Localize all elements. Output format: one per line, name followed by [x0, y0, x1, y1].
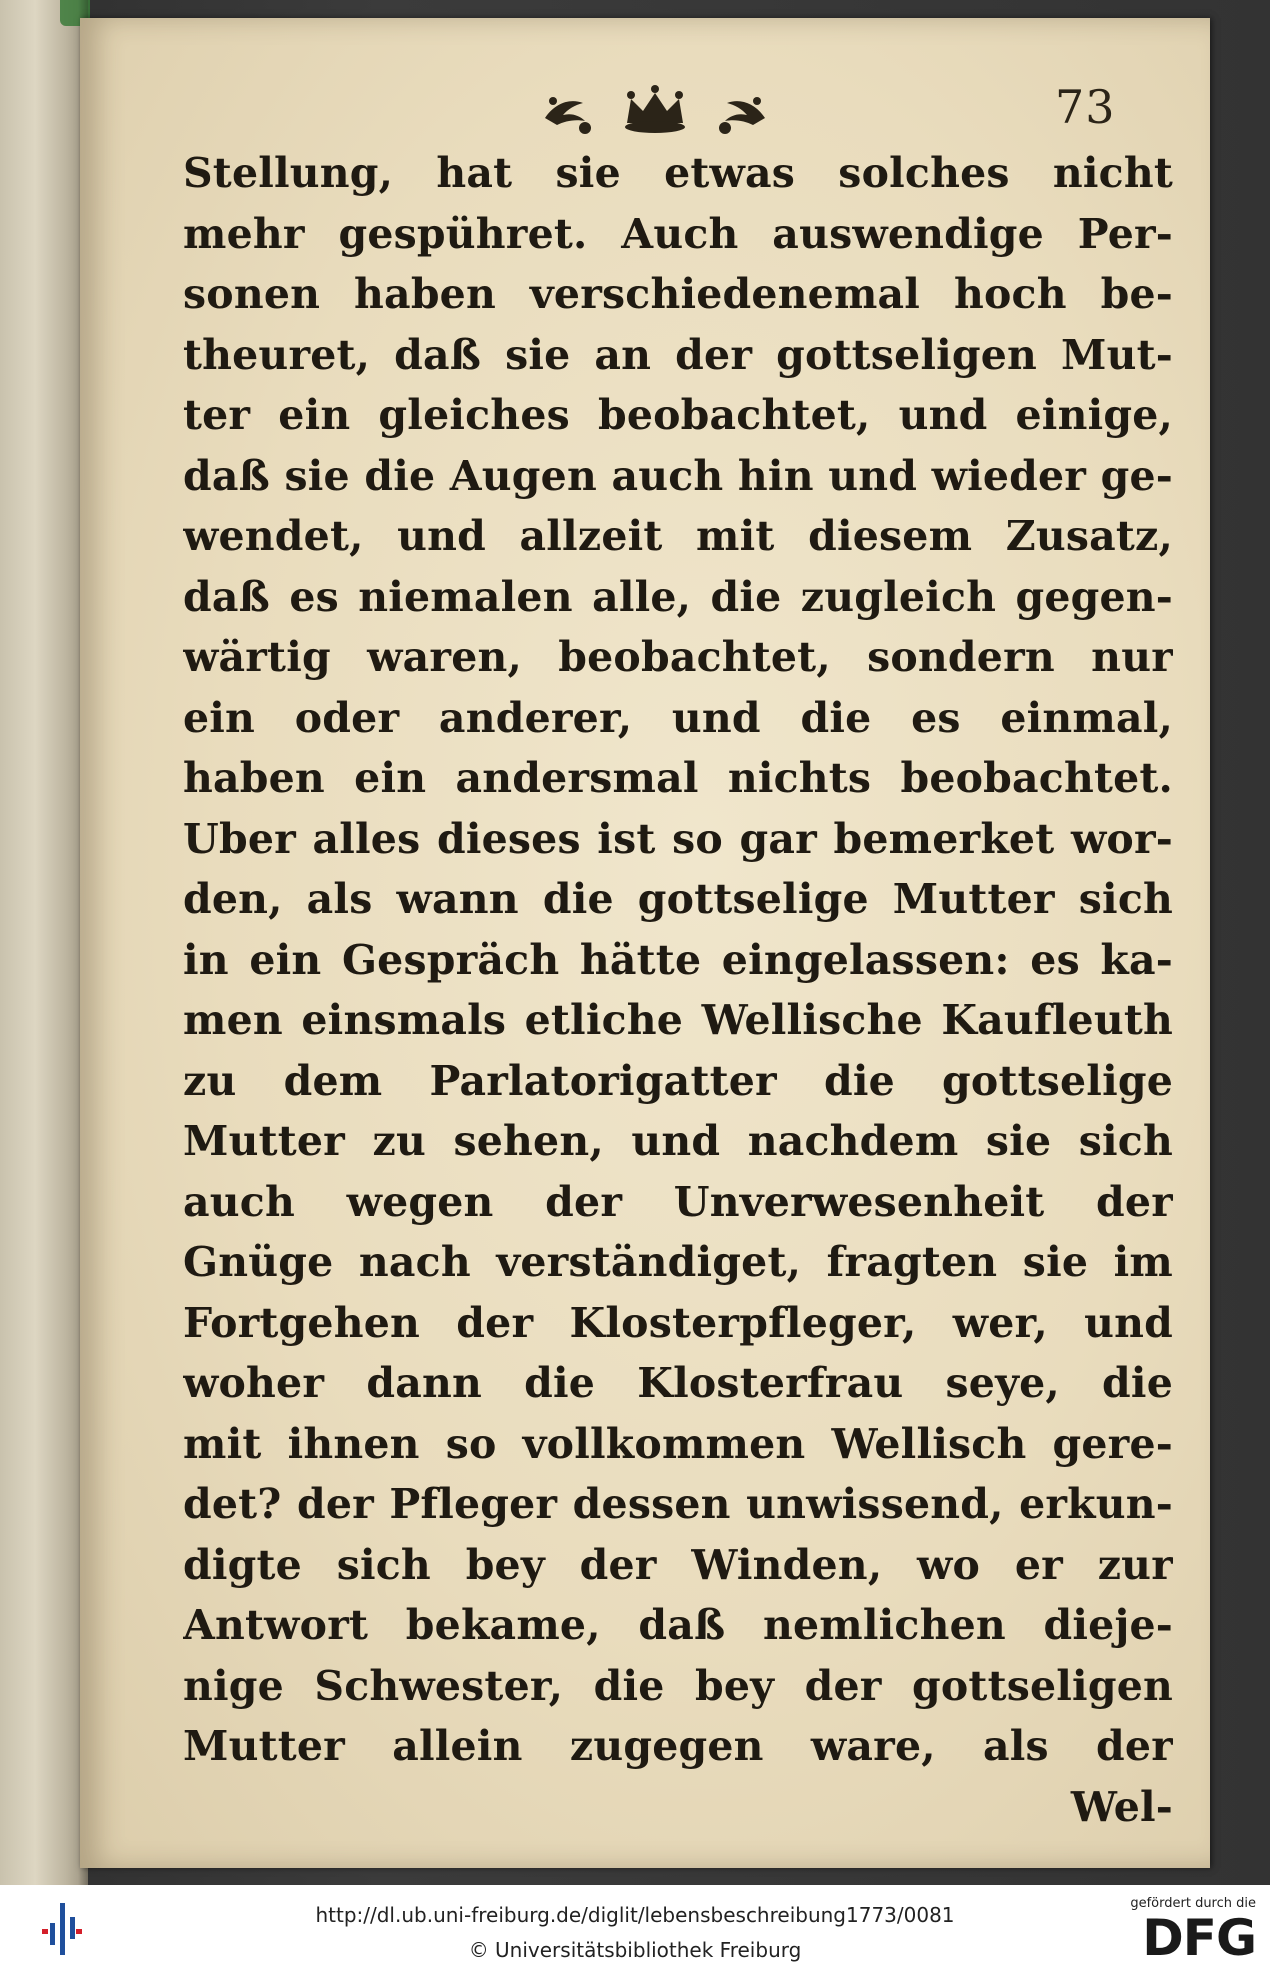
- text-line: Mutter allein zugegen ware, als der: [183, 1722, 1173, 1770]
- footer-banner: [0, 1885, 1270, 1975]
- text-line: Gnüge nach verständiget, fragten sie im: [183, 1238, 1173, 1286]
- source-url-link[interactable]: http://dl.ub.uni-freiburg.de/diglit/lebensbeschreibung1773/0081: [315, 1903, 955, 1927]
- page-number: 73: [1055, 80, 1116, 134]
- text-line: Antwort bekame, daß nemlichen dieje-: [183, 1601, 1173, 1649]
- text-line: daß es niemalen alle, die zugleich gegen-: [183, 572, 1173, 621]
- text-line: theuret, daß sie an der gottseligen Mut-: [183, 330, 1173, 379]
- text-line: digte sich bey der Winden, wo er zur: [183, 1540, 1173, 1589]
- catchword: Wel-: [1070, 1782, 1173, 1831]
- text-line: in ein Gespräch hätte eingelassen: es ka-: [183, 935, 1173, 984]
- text-line: haben ein andersmal nichts beobachtet.: [183, 754, 1173, 802]
- text-line: mit ihnen so vollkommen Wellisch gere-: [183, 1419, 1173, 1468]
- text-line: Fortgehen der Klosterpfleger, wer, und: [183, 1298, 1173, 1347]
- floral-crown-ornament: [535, 73, 775, 143]
- text-line: Mutter zu sehen, und nachdem sie sich: [183, 1117, 1173, 1165]
- text-line: ein oder anderer, und die es einmal,: [183, 693, 1173, 742]
- dfg-logo: DFG: [1142, 1909, 1256, 1967]
- text-line: det? der Pfleger dessen unwissend, erkun-: [183, 1480, 1173, 1528]
- text-line: Uber alles dieses ist so gar bemerket wor-: [183, 814, 1173, 863]
- text-line: zu dem Parlatorigatter die gottselige: [183, 1056, 1173, 1105]
- text-line: wärtig waren, beobachtet, sondern nur: [183, 633, 1173, 681]
- text-line: nige Schwester, die bey der gottseligen: [183, 1661, 1173, 1710]
- text-line: men einsmals etliche Wellische Kaufleuth: [183, 996, 1173, 1044]
- text-line: mehr gespühret. Auch auswendige Per-: [183, 209, 1173, 258]
- text-line: sonen haben verschiedenemal hoch be-: [183, 270, 1173, 318]
- text-line: daß sie die Augen auch hin und wieder ge-: [183, 451, 1173, 500]
- copyright-notice: © Universitätsbibliothek Freiburg: [468, 1938, 802, 1962]
- text-line: wendet, und allzeit mit diesem Zusatz,: [183, 512, 1173, 560]
- text-line: Stellung, hat sie etwas solches nicht: [183, 149, 1173, 197]
- text-line: auch wegen der Unverwesenheit der: [183, 1177, 1173, 1226]
- book-binding-edge: [0, 0, 88, 1885]
- text-line: woher dann die Klosterfrau seye, die: [183, 1359, 1173, 1407]
- book-page: [80, 18, 1210, 1868]
- page-text: [183, 143, 1173, 1837]
- funding-caption: gefördert durch die: [1130, 1896, 1256, 1911]
- text-line: den, als wann die gottselige Mutter sich: [183, 875, 1173, 923]
- text-line: ter ein gleiches beobachtet, und einige,: [183, 391, 1173, 439]
